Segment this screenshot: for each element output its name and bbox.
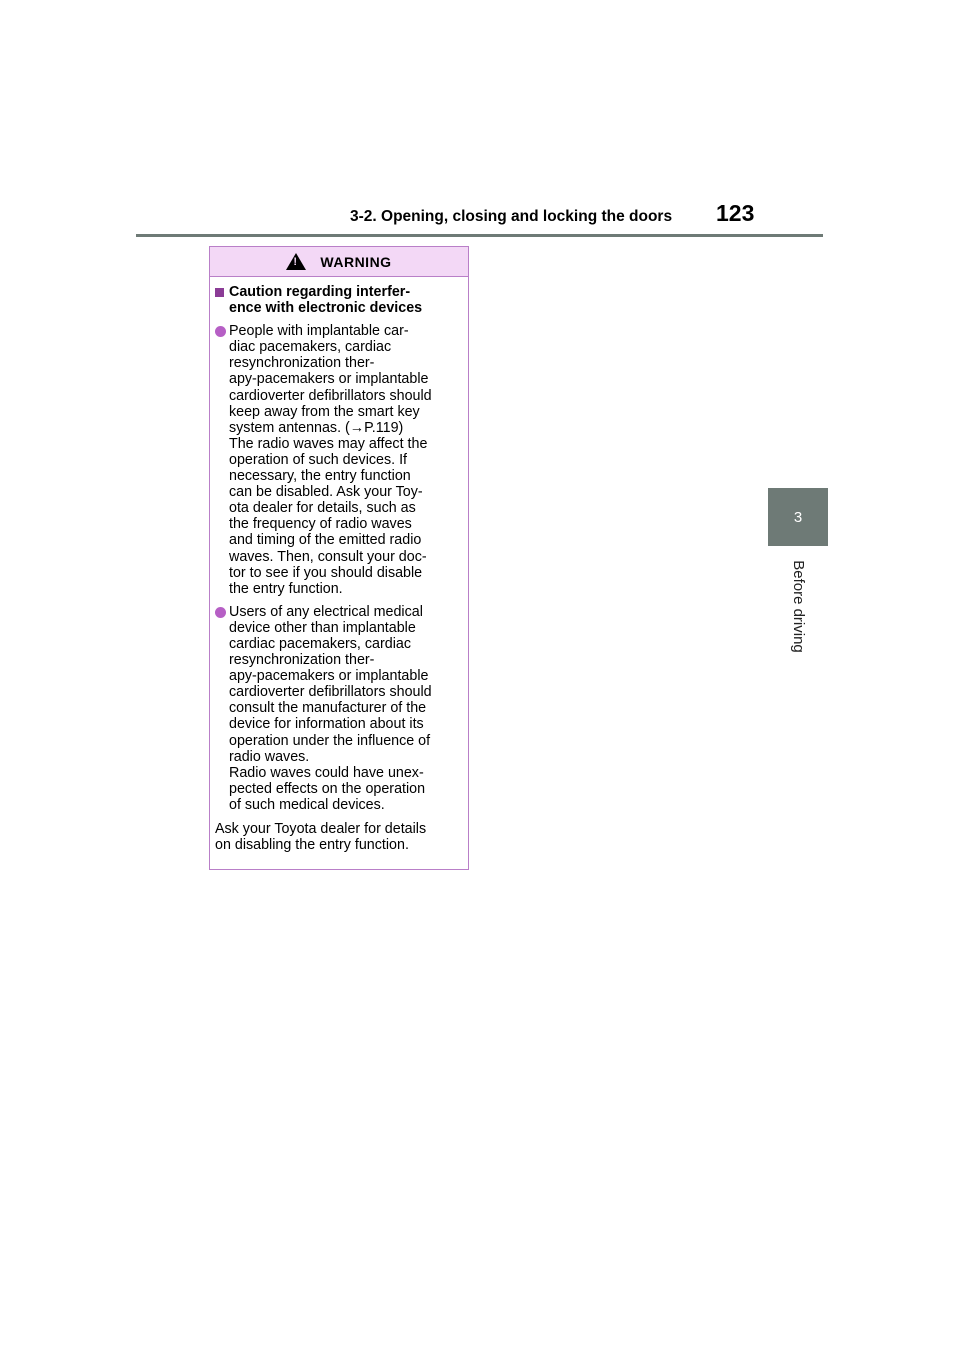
chapter-label	[768, 551, 828, 661]
page-number: 123	[716, 200, 755, 226]
chapter-title: Before driving	[789, 559, 807, 653]
square-bullet-icon	[215, 288, 224, 297]
warning-note: Ask your Toyota dealer for details on disabling the entry function.	[215, 821, 427, 854]
chapter-tab	[768, 488, 828, 546]
list-item-text: People with implantable car- diac pacemakers, cardiac resynchronization ther- apy-pacemakers or implantable cardioverter defibrillators should keep away from the smart key system antennas. (→P.119) The radio waves may affect the operation of such devices. If necessary, the entry function can be disabled. Ask your Toy- ota dealer for details, such as the frequency of radio waves and timing of the emitted radio waves. Then, consult your doc- tor to see if you should disable the entry function.	[229, 323, 432, 597]
circle-bullet-icon	[215, 607, 226, 618]
warning-title: WARNING	[320, 253, 392, 270]
warning-header	[210, 247, 468, 277]
warning-box	[209, 246, 469, 870]
list-item	[215, 604, 463, 813]
chapter-number: 3	[793, 508, 803, 526]
list-item-text: Users of any electrical medical device other than implantable cardiac pacemakers, cardiac resynchronization ther- apy-pacemakers or implantable cardioverter defibrillators should consult the manufacturer of the device for information about its operation under the influence of radio waves. Radio waves could have unex- pected effects on the operation of such medical devices.	[229, 603, 432, 813]
subheading-text: Caution regarding interfer- ence with electronic devices	[229, 284, 423, 317]
warning-body	[210, 277, 468, 853]
section-title: 3-2. Opening, closing and locking the doors	[350, 208, 673, 225]
warning-subheading	[215, 284, 463, 316]
circle-bullet-icon	[215, 326, 226, 337]
warning-triangle-icon	[286, 253, 306, 270]
page-header	[136, 200, 823, 237]
list-item	[215, 323, 463, 597]
